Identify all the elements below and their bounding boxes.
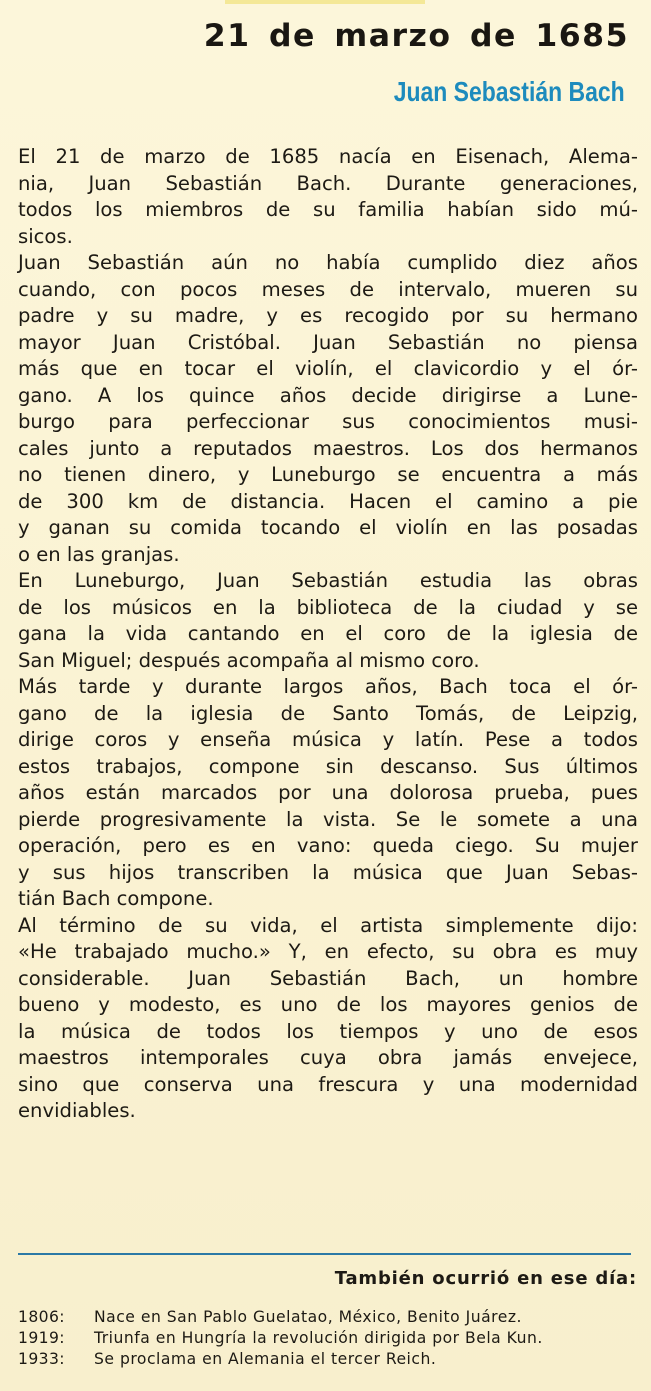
article-line: Al término de su vida, el artista simplemente dijo: [18,913,638,937]
event-description: Nace en San Pablo Guelatao, México, Benito Juárez. [94,1308,522,1326]
event-year: 1806: [18,1308,65,1326]
article-line: de 300 km de distancia. Hacen el camino a pie [18,489,638,513]
article-line: pierde progresivamente la vista. Se le somete a una [18,807,638,831]
article-line: maestros intemporales cuya obra jamás envejece, [18,1046,638,1069]
article-line: padre y su madre, y es recogido por su hermano [18,304,638,327]
article-line: Más tarde y durante largos años, Bach toca el ór- [18,675,638,698]
article-line: todos los miembros de su familia habían sido mú- [18,198,638,221]
article-line: Juan Sebastián aún no había cumplido diez años [18,251,638,274]
article-line: y ganan su comida tocando el violín en las posadas [18,516,638,539]
article-line: En Luneburgo, Juan Sebastián estudia las obras [18,569,638,592]
top-decorative-strip [225,0,425,4]
article-line: considerable. Juan Sebastián Bach, un hombre [18,966,638,990]
article-line: El 21 de marzo de 1685 nacía en Eisenach, Alema- [18,145,638,168]
article-line: «He trabajado mucho.» Y, en efecto, su obra es muy [18,940,638,963]
events-list [18,1308,638,1371]
event-description: Triunfa en Hungría la revolución dirigida por Bela Kun. [94,1329,543,1347]
article-line: mayor Juan Cristóbal. Juan Sebastián no piensa [18,330,638,354]
article-line: envidiables. [18,1099,136,1122]
section-divider [18,1253,631,1255]
article-line: la música de todos los tiempos y uno de esos [18,1019,638,1043]
article-line: cales junto a reputados maestros. Los dos hermanos [18,436,638,460]
article-line: o en las granjas. [18,542,180,566]
article-line: y sus hijos transcriben la música que Juan Sebas- [18,860,638,884]
article-line: años están marcados por una dolorosa prueba, pues [18,781,638,804]
also-happened-heading: También ocurrió en ese día: [334,1268,637,1289]
article-line: no tienen dinero, y Luneburgo se encuentra a más [18,463,638,486]
article-line: cuando, con pocos meses de intervalo, mueren su [18,277,638,301]
event-year: 1933: [18,1350,65,1368]
event-item [18,1350,638,1371]
article-line: burgo para perfeccionar sus conocimientos musi- [18,410,638,433]
article-body [18,144,638,1125]
article-line: estos trabajos, compone sin descanso. Sus últimos [18,754,638,778]
article-line: de los músicos en la biblioteca de la ciudad y se [18,595,638,619]
event-year: 1919: [18,1329,65,1347]
article-line: San Miguel; después acompaña al mismo coro. [18,648,480,672]
subtitle: Juan Sebastián Bach [394,76,625,107]
article-line: bueno y modesto, es uno de los mayores genios de [18,993,638,1016]
article-line: gano de la iglesia de Santo Tomás, de Leipzig, [18,701,638,725]
article-line: sicos. [18,224,73,248]
article-line: nia, Juan Sebastián Bach. Durante generaciones, [18,171,638,195]
article-line: dirige coros y enseña música y latín. Pese a todos [18,728,638,751]
article-line: operación, pero es en vano: queda ciego. Su mujer [18,834,638,857]
event-item [18,1329,638,1350]
date-title: 21 de marzo de 1685 [203,18,629,54]
event-description: Se proclama en Alemania el tercer Reich. [94,1350,437,1368]
article-line: más que en tocar el violín, el clavicordio y el ór- [18,357,638,380]
article-line: sino que conserva una frescura y una modernidad [18,1072,638,1096]
article-line: gano. A los quince años decide dirigirse a Lune- [18,383,638,407]
article-line: tián Bach compone. [18,887,214,910]
event-item [18,1308,638,1329]
article-line: gana la vida cantando en el coro de la iglesia de [18,622,638,645]
